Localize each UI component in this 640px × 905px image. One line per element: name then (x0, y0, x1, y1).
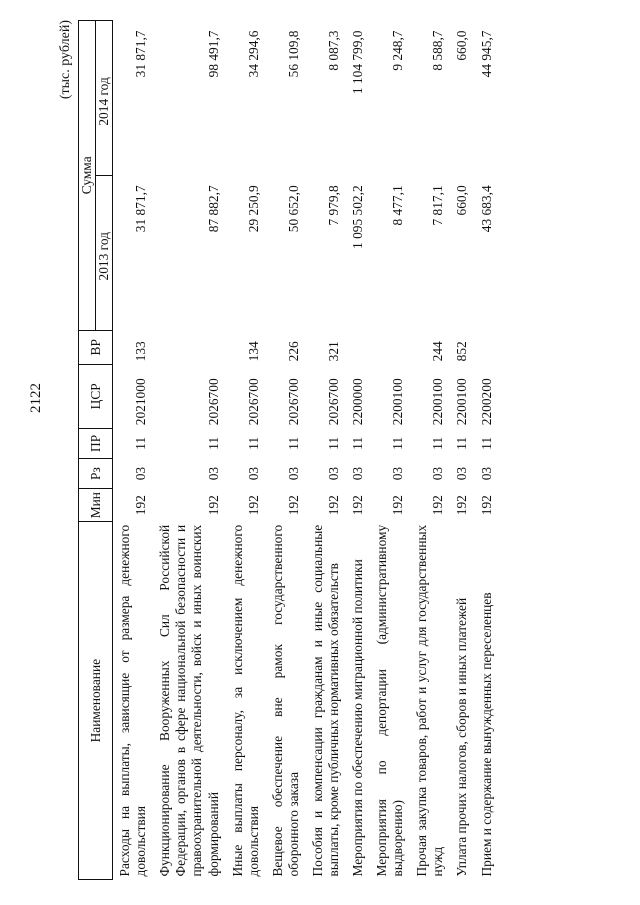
row-rz: 03 (245, 466, 261, 481)
row-name: Мероприятия по депортации (административному выдворению) (374, 524, 406, 877)
header-sum: Сумма (79, 21, 96, 331)
row-vr: 133 (133, 341, 149, 362)
header-2014: 2014 год (96, 21, 113, 176)
row-vr: 852 (454, 341, 470, 362)
row-name: Расходы на выплаты, зависящие от размера денежного довольствия (117, 524, 149, 877)
row-min: 192 (133, 495, 149, 516)
row-pr: 11 (430, 436, 446, 450)
row-sum-2014: 660,0 (454, 30, 470, 61)
row-name: Прочая закупка товаров, работ и услуг для государственных нужд (414, 524, 446, 877)
table-row (370, 21, 410, 880)
table-row (475, 21, 499, 880)
table-row (346, 21, 370, 880)
row-vr (475, 330, 499, 364)
row-rz: 03 (285, 466, 301, 481)
row-pr: 11 (478, 436, 494, 450)
row-csr: 2200100 (454, 378, 470, 426)
header-2013: 2013 год (96, 175, 113, 330)
row-min: 192 (326, 495, 342, 516)
row-name: Вещевое обеспечение вне рамок государственного оборонного заказа (269, 524, 301, 877)
table-row (306, 21, 346, 880)
table-row (113, 21, 154, 880)
row-sum-2014: 98 491,7 (205, 30, 221, 78)
row-min: 192 (350, 495, 366, 516)
row-vr: 321 (326, 341, 342, 362)
row-pr: 11 (390, 436, 406, 450)
row-csr: 2200200 (478, 378, 494, 426)
budget-table (78, 20, 499, 880)
page-number: 2122 (28, 383, 44, 413)
row-pr: 11 (285, 436, 301, 450)
row-sum-2014: 9 248,7 (390, 30, 406, 71)
row-sum-2014: 1 104 799,0 (350, 30, 366, 95)
row-csr: 2026700 (245, 378, 261, 426)
row-min: 192 (205, 495, 221, 516)
table-row (450, 21, 474, 880)
row-csr: 2200100 (390, 378, 406, 426)
row-name: Функционирование Вооруженных Сил Российской Федерации, органов в сфере национальной безопасности и правоохранительной деятельности, войск и иных воинских формирований (157, 524, 221, 877)
row-sum-2014: 44 945,7 (478, 30, 494, 78)
row-csr: 2026700 (285, 378, 301, 426)
row-rz: 03 (205, 466, 221, 481)
row-sum-2013: 7 979,8 (326, 185, 342, 226)
row-sum-2014: 34 294,6 (245, 30, 261, 78)
row-rz: 03 (454, 466, 470, 481)
row-min: 192 (454, 495, 470, 516)
row-sum-2013: 87 882,7 (205, 185, 221, 233)
row-vr (346, 330, 370, 364)
row-name: Уплата прочих налогов, сборов и иных платежей (454, 597, 470, 877)
row-pr: 11 (350, 436, 366, 450)
table-row (410, 21, 450, 880)
row-pr: 11 (133, 436, 149, 450)
table-row (226, 21, 266, 880)
row-rz: 03 (390, 466, 406, 481)
row-csr: 2021000 (133, 378, 149, 426)
row-pr: 11 (454, 436, 470, 450)
row-pr: 11 (326, 436, 342, 450)
header-rz: Рз (79, 459, 113, 489)
row-sum-2013: 29 250,9 (245, 185, 261, 233)
row-name: Прием и содержание вынужденных переселенцев (478, 592, 494, 877)
header-min: Мин (79, 489, 113, 522)
header-vr: ВР (79, 330, 113, 364)
row-csr: 2026700 (326, 378, 342, 426)
row-min: 192 (430, 495, 446, 516)
row-rz: 03 (133, 466, 149, 481)
row-min: 192 (245, 495, 261, 516)
row-sum-2013: 31 871,7 (133, 185, 149, 233)
row-csr: 2200100 (430, 378, 446, 426)
row-sum-2013: 660,0 (454, 185, 470, 216)
row-vr: 226 (285, 341, 301, 362)
row-min: 192 (390, 495, 406, 516)
row-vr: 244 (430, 341, 446, 362)
units-label: (тыс. рублей) (58, 20, 73, 100)
row-sum-2013: 50 652,0 (285, 185, 301, 233)
row-name: Иные выплаты персоналу, за исключением денежного довольствия (229, 524, 261, 877)
row-min: 192 (285, 495, 301, 516)
row-sum-2014: 56 109,8 (285, 30, 301, 78)
row-sum-2014: 8 588,7 (430, 30, 446, 71)
row-sum-2013: 43 683,4 (478, 185, 494, 233)
row-name: Пособия и компенсации гражданам и иные социальные выплаты, кроме публичных нормативных обязательств (309, 524, 342, 877)
row-vr: 134 (245, 341, 261, 362)
header-pr: ПР (79, 428, 113, 458)
header-csr: ЦСР (79, 364, 113, 428)
row-vr (370, 330, 410, 364)
header-name: Наименование (79, 522, 113, 880)
table-row (153, 21, 225, 880)
row-pr: 11 (205, 436, 221, 450)
row-csr: 2026700 (205, 378, 221, 426)
table-row (266, 21, 306, 880)
row-rz: 03 (430, 466, 446, 481)
budget-table-page (58, 20, 558, 880)
row-rz: 03 (326, 466, 342, 481)
row-sum-2013: 7 817,1 (430, 185, 446, 226)
row-min: 192 (478, 495, 494, 516)
row-rz: 03 (478, 466, 494, 481)
row-sum-2013: 1 095 502,2 (350, 185, 366, 249)
row-sum-2014: 31 871,7 (133, 30, 149, 78)
row-name: Мероприятия по обеспечению миграционной политики (350, 559, 366, 877)
row-csr: 2200000 (350, 378, 366, 426)
row-sum-2013: 8 477,1 (390, 185, 406, 226)
row-rz: 03 (350, 466, 366, 481)
row-pr: 11 (245, 436, 261, 450)
row-sum-2014: 8 087,3 (326, 30, 342, 71)
row-vr (153, 330, 225, 364)
